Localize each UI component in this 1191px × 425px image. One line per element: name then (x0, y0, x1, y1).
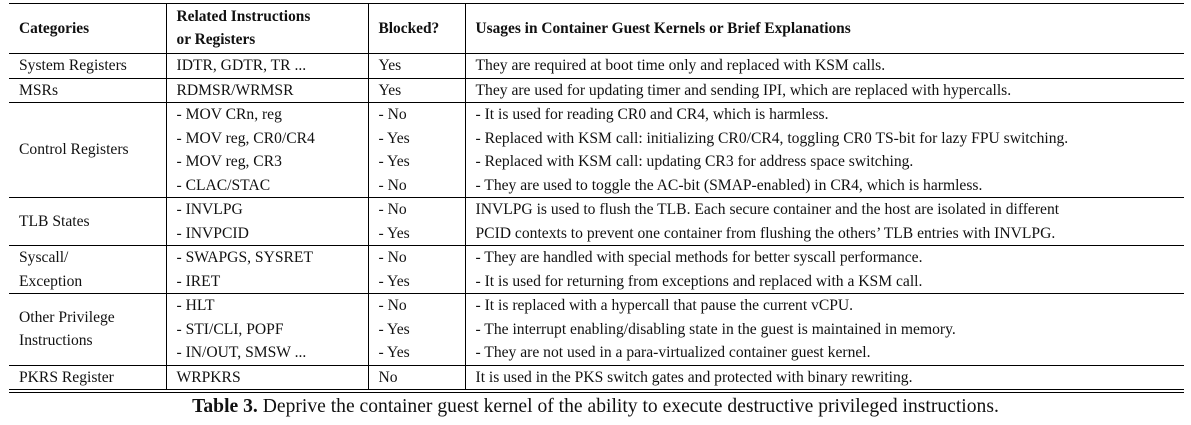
usage-cell-line: They are used for updating timer and sending IPI, which are replaced with hypercalls. (475, 81, 1012, 99)
category-cell-line: Exception (19, 272, 83, 290)
usage-cell-line: - It is replaced with a hypercall that pause the current vCPU. (475, 297, 854, 314)
table-row (9, 246, 1184, 294)
usage-cell-line: PCID contexts to prevent one container from flushing the others’ TLB entries with INVLPG. (475, 224, 1056, 242)
instruction-cell-line: WRPKRS (176, 368, 241, 386)
header-instructions-line2: or Registers (176, 31, 256, 48)
usage-cell-line: - It is used for returning from exceptions and replaced with a KSM call. (475, 272, 923, 290)
blocked-cell-line: - Yes (378, 153, 410, 170)
instruction-cell-line: RDMSR/WRMSR (176, 81, 294, 99)
usage-cell (465, 294, 1184, 366)
table-row (9, 54, 1184, 79)
usage-cell-line: - Replaced with KSM call: initializing CR0/CR4, toggling CR0 TS-bit for lazy FPU switching. (475, 129, 1069, 147)
instruction-cell-line: - MOV reg, CR0/CR4 (176, 129, 315, 147)
blocked-cell-line: Yes (378, 81, 402, 99)
instruction-cell-line: - INVPCID (176, 224, 249, 242)
blocked-cell-line: - Yes (378, 320, 410, 338)
blocked-cell-line: - Yes (378, 224, 410, 242)
blocked-cell (368, 365, 465, 390)
instruction-cell-line: - SWAPGS, SYSRET (176, 249, 313, 266)
usage-cell-line: - They are not used in a para-virtualized container guest kernel. (475, 344, 871, 361)
category-cell-line: Control Registers (19, 141, 129, 159)
instruction-cell-line: IDTR, GDTR, TR ... (176, 57, 307, 74)
category-cell (9, 54, 166, 79)
category-cell-line: TLB States (19, 212, 90, 230)
instruction-cell (166, 54, 368, 79)
usage-cell (465, 246, 1184, 294)
instruction-cell (166, 103, 368, 198)
table-row (9, 294, 1184, 366)
table-row (9, 365, 1184, 390)
instruction-cell (166, 246, 368, 294)
instruction-cell (166, 365, 368, 390)
privileged-instructions-table (9, 3, 1184, 390)
header-instructions-line1: Related Instructions (176, 8, 311, 25)
usage-cell (465, 78, 1184, 103)
instruction-cell-line: - MOV reg, CR3 (176, 153, 282, 170)
usage-cell-line: They are required at boot time only and replaced with KSM calls. (475, 57, 886, 74)
category-cell-line: Instructions (19, 332, 93, 350)
category-cell (9, 78, 166, 103)
table-row (9, 198, 1184, 246)
header-usage: Usages in Container Guest Kernels or Brief Explanations (465, 4, 1184, 54)
instruction-cell-line: - CLAC/STAC (176, 176, 271, 194)
blocked-cell (368, 78, 465, 103)
category-cell (9, 294, 166, 366)
blocked-cell-line: - No (378, 106, 407, 123)
header-instructions (166, 4, 368, 54)
header-blocked: Blocked? (368, 4, 465, 54)
blocked-cell (368, 246, 465, 294)
usage-cell (465, 54, 1184, 79)
blocked-cell (368, 294, 465, 366)
instruction-cell (166, 78, 368, 103)
table-row (9, 103, 1184, 198)
category-cell-line: PKRS Register (19, 368, 114, 386)
usage-cell-line: INVLPG is used to flush the TLB. Each secure container and the host are isolated in different (475, 201, 1060, 218)
blocked-cell-line: No (378, 368, 398, 386)
usage-cell (465, 103, 1184, 198)
header-categories: Categories (19, 20, 90, 37)
usage-cell-line: It is used in the PKS switch gates and protected with binary rewriting. (475, 368, 913, 386)
table-header-row (9, 4, 1184, 54)
blocked-cell-line: - Yes (378, 344, 410, 361)
instruction-cell (166, 294, 368, 366)
table-container (9, 3, 1184, 395)
usage-cell (465, 365, 1184, 390)
usage-cell (465, 198, 1184, 246)
caption-label: Table 3. (192, 396, 258, 417)
table-row (9, 78, 1184, 103)
blocked-cell-line: - No (378, 249, 407, 266)
usage-cell-line: - They are handled with special methods for better syscall performance. (475, 249, 923, 266)
instruction-cell-line: - IN/OUT, SMSW ... (176, 344, 307, 361)
category-cell-line: MSRs (19, 81, 59, 99)
category-cell (9, 198, 166, 246)
instruction-cell-line: - MOV CRn, reg (176, 106, 282, 123)
blocked-cell-line: - Yes (378, 129, 410, 147)
blocked-cell-line: - Yes (378, 272, 410, 290)
instruction-cell-line: - STI/CLI, POPF (176, 320, 284, 338)
instruction-cell-line: - INVLPG (176, 201, 243, 218)
usage-cell-line: - It is used for reading CR0 and CR4, which is harmless. (475, 106, 829, 123)
category-cell (9, 103, 166, 198)
category-cell-line: Other Privilege (19, 308, 115, 326)
table-body (9, 54, 1184, 390)
caption-text: Deprive the container guest kernel of the ability to execute destructive privileged instructions. (262, 396, 999, 417)
instruction-cell-line: - IRET (176, 272, 221, 290)
blocked-cell (368, 103, 465, 198)
category-cell-line: System Registers (19, 57, 127, 74)
blocked-cell-line: Yes (378, 57, 402, 74)
category-cell (9, 365, 166, 390)
instruction-cell (166, 198, 368, 246)
category-cell (9, 246, 166, 294)
blocked-cell (368, 198, 465, 246)
blocked-cell-line: - No (378, 297, 407, 314)
blocked-cell-line: - No (378, 201, 407, 218)
usage-cell-line: - The interrupt enabling/disabling state in the guest is maintained in memory. (475, 320, 956, 338)
instruction-cell-line: - HLT (176, 297, 215, 314)
category-cell-line: Syscall/ (19, 249, 69, 266)
blocked-cell-line: - No (378, 176, 407, 194)
usage-cell-line: - Replaced with KSM call: updating CR3 for address space switching. (475, 153, 914, 170)
blocked-cell (368, 54, 465, 79)
table-caption (0, 394, 1191, 420)
usage-cell-line: - They are used to toggle the AC-bit (SMAP-enabled) in CR4, which is harmless. (475, 176, 983, 194)
